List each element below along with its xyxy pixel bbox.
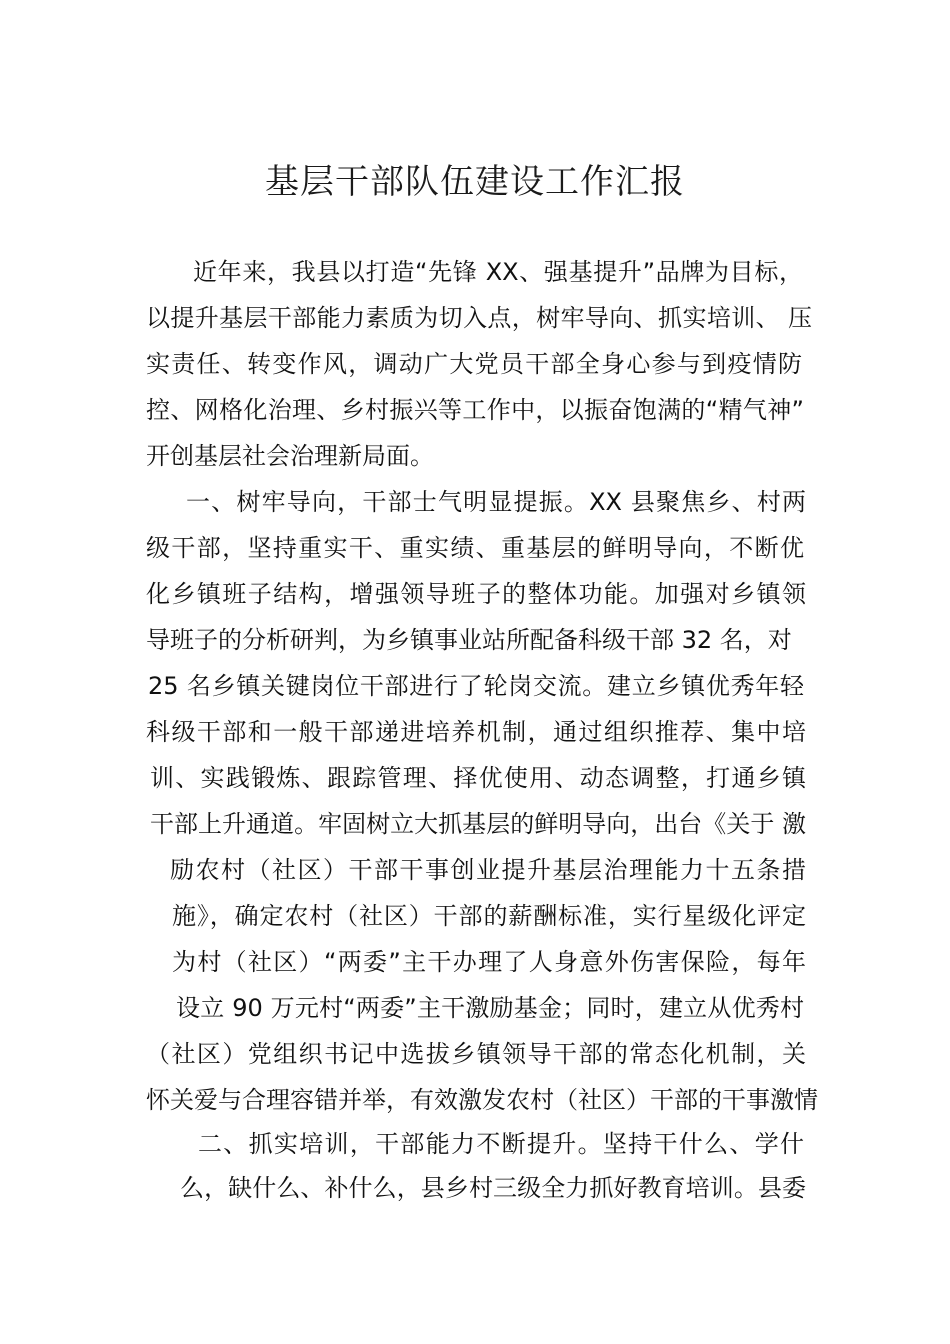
paragraph-line: 设立 90 万元村“两委”主干激励基金；同时，建立从优秀村 bbox=[176, 994, 804, 1022]
paragraph-line: 一、树牢导向，干部士气明显提振。XX 县聚焦乡、村两 bbox=[186, 488, 806, 516]
paragraph-line: 么，缺什么、补什么，县乡村三级全力抓好教育培训。县委 bbox=[180, 1174, 806, 1202]
paragraph-line: 导班子的分析研判，为乡镇事业站所配备科级干部 32 名，对 bbox=[146, 626, 792, 654]
paragraph-line: 级干部，坚持重实干、重实绩、重基层的鲜明导向，不断优 bbox=[146, 534, 804, 562]
paragraph-line: 实责任、转变作风，调动广大党员干部全身心参与到疫情防 bbox=[146, 350, 802, 378]
paragraph-line: 怀关爱与合理容错并举，有效激发农村（社区）干部的干事激情 bbox=[146, 1086, 818, 1114]
paragraph-line: 25 名乡镇关键岗位干部进行了轮岗交流。建立乡镇优秀年轻 bbox=[148, 672, 804, 700]
paragraph-line: 训、实践锻炼、跟踪管理、择优使用、动态调整，打通乡镇 bbox=[150, 764, 806, 792]
paragraph-line: 励农村（社区）干部干事创业提升基层治理能力十五条措 bbox=[170, 856, 806, 884]
paragraph-line: 以提升基层干部能力素质为切入点，树牢导向、抓实培训、 压 bbox=[146, 304, 812, 332]
paragraph-line: 施》，确定农村（社区）干部的薪酬标准，实行星级化评定 bbox=[172, 902, 806, 930]
paragraph-line: 化乡镇班子结构，增强领导班子的整体功能。加强对乡镇领 bbox=[146, 580, 806, 608]
document-title: 基层干部队伍建设工作汇报 bbox=[265, 162, 685, 202]
paragraph-line: 二、抓实培训，干部能力不断提升。坚持干什么、学什 bbox=[198, 1130, 804, 1158]
paragraph-line: 干部上升通道。牢固树立大抓基层的鲜明导向，出台《关于 激 bbox=[150, 810, 806, 838]
paragraph-line: 近年来，我县以打造“先锋 XX、强基提升”品牌为目标， bbox=[193, 258, 803, 286]
paragraph-line: （社区）党组织书记中选拔乡镇领导干部的常态化机制，关 bbox=[146, 1040, 806, 1068]
paragraph-line: 科级干部和一般干部递进培养机制，通过组织推荐、集中培 bbox=[146, 718, 806, 746]
paragraph-line: 控、网格化治理、乡村振兴等工作中，以振奋饱满的“精气神” bbox=[146, 396, 804, 424]
paragraph-line: 为村（社区）“两委”主干办理了人身意外伤害保险，每年 bbox=[172, 948, 806, 976]
paragraph-line: 开创基层社会治理新局面。 bbox=[146, 442, 434, 470]
